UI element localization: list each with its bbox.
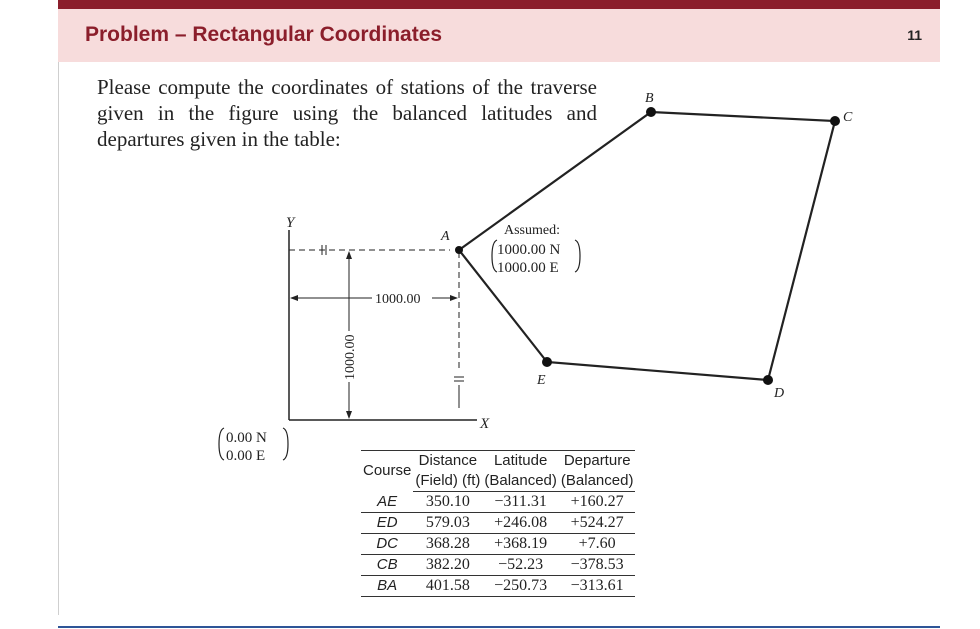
station-c-point: [830, 116, 840, 126]
header-distance-2: (Field) (ft): [413, 471, 482, 492]
cell-latitude: +246.08: [482, 513, 559, 534]
header-latitude-2: (Balanced): [482, 471, 559, 492]
cell-distance: 579.03: [413, 513, 482, 534]
station-b-label: B: [645, 91, 654, 106]
cell-course: CB: [361, 555, 413, 576]
origin-east: 0.00 E: [226, 448, 266, 464]
assumed-label: Assumed:: [504, 223, 560, 238]
station-e-point: [542, 357, 552, 367]
origin-brace: [219, 428, 224, 460]
table-row: [361, 534, 635, 555]
cell-latitude: −311.31: [482, 492, 559, 513]
header-distance-1: Distance: [418, 452, 478, 469]
station-b-point: [646, 107, 656, 117]
cell-distance: 401.58: [425, 577, 470, 594]
header-latitude-1: Latitude: [493, 452, 548, 469]
data-table: [361, 450, 635, 597]
table-row: [361, 576, 635, 597]
problem-statement: Please compute the coordinates of stations of the traverse given in the figure using the balanced latitudes and departures given in the table:: [97, 75, 597, 151]
footer-line: [58, 626, 940, 628]
cell-departure: −313.61: [570, 577, 624, 594]
cell-course: BA: [377, 577, 398, 594]
station-d-label: D: [774, 386, 785, 401]
cell-departure: +160.27: [559, 492, 636, 513]
header-departure-1: Departure: [563, 452, 631, 469]
cell-course: ED: [361, 513, 413, 534]
cell-latitude: −250.73: [494, 577, 548, 594]
cell-distance: 350.10: [413, 492, 482, 513]
cell-course: DC: [361, 534, 413, 555]
cell-latitude: +368.19: [482, 534, 559, 555]
origin-north: 0.00 N: [226, 430, 267, 446]
station-d-point: [763, 375, 773, 385]
dim-horizontal-label: 1000.00: [375, 292, 421, 307]
x-axis-label: X: [480, 416, 490, 432]
cell-distance: 368.28: [413, 534, 482, 555]
cell-distance: 382.20: [413, 555, 482, 576]
cell-departure: −378.53: [559, 555, 636, 576]
cell-departure: +7.60: [559, 534, 636, 555]
table-row: [361, 555, 635, 576]
station-e-label: E: [537, 373, 546, 388]
assumed-north: 1000.00 N: [497, 242, 561, 258]
table-row: [361, 492, 635, 513]
station-a-label: A: [441, 229, 450, 244]
y-axis-label: Y: [286, 215, 295, 231]
table-row: [361, 513, 635, 534]
page-number: 11: [907, 27, 922, 43]
cell-departure: +524.27: [559, 513, 636, 534]
station-a-point: [455, 246, 463, 254]
dim-vertical-label: 1000.00: [343, 334, 358, 380]
station-c-label: C: [843, 110, 853, 125]
header-departure-2: (Balanced): [559, 471, 636, 492]
header-course: Course: [363, 462, 412, 480]
slide-title: Problem – Rectangular Coordinates: [85, 23, 443, 46]
cell-course: AE: [361, 492, 413, 513]
assumed-east: 1000.00 E: [497, 260, 559, 276]
cell-latitude: −52.23: [482, 555, 559, 576]
